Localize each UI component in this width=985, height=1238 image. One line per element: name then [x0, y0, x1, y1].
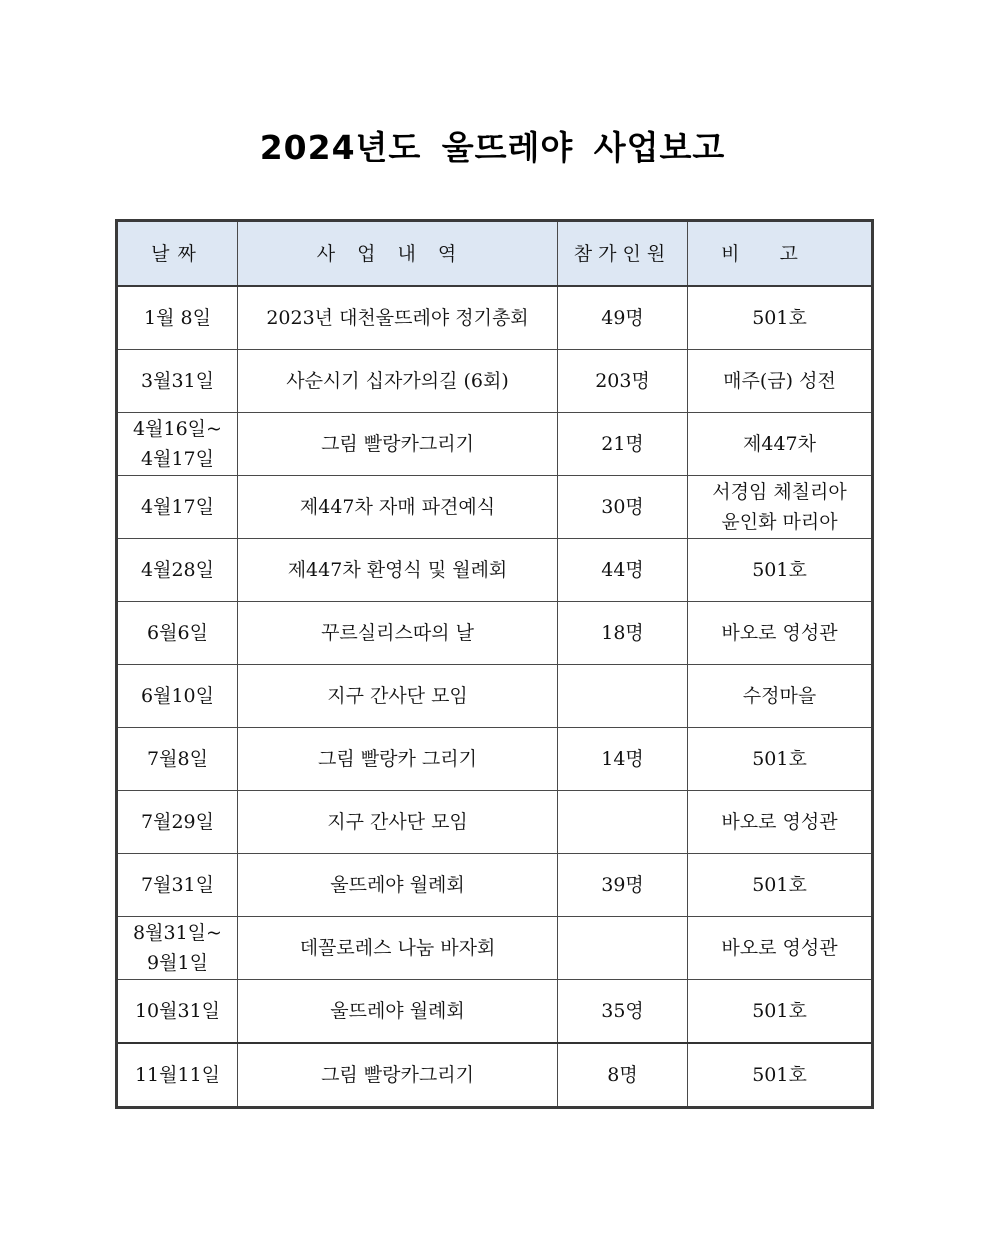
participants-cell: 14명: [558, 728, 688, 791]
date-cell: 1월 8일: [117, 286, 238, 350]
event-cell: 사순시기 십자가의길 (6회): [238, 350, 558, 413]
note-cell: 501호: [688, 1043, 873, 1108]
note-cell: 501호: [688, 728, 873, 791]
date-cell: 4월17일: [117, 476, 238, 539]
event-cell: 그림 빨랑카 그리기: [238, 728, 558, 791]
participants-cell: 8명: [558, 1043, 688, 1108]
event-cell: 데꼴로레스 나눔 바자회: [238, 917, 558, 980]
date-cell: 8월31일~ 9월1일: [117, 917, 238, 980]
table-row: [117, 602, 873, 665]
note-cell: 바오로 영성관: [688, 917, 873, 980]
business-report-table: [115, 219, 874, 1109]
date-cell: 6월6일: [117, 602, 238, 665]
table-row: [117, 917, 873, 980]
participants-cell: 18명: [558, 602, 688, 665]
date-cell: 7월31일: [117, 854, 238, 917]
event-cell: 그림 빨랑카그리기: [238, 413, 558, 476]
note-cell: 매주(금) 성전: [688, 350, 873, 413]
table-row: [117, 413, 873, 476]
note-cell: 501호: [688, 286, 873, 350]
document-title: 2024년도 울뜨레야 사업보고: [259, 128, 726, 167]
participants-cell: 21명: [558, 413, 688, 476]
note-cell: 바오로 영성관: [688, 602, 873, 665]
table-row: [117, 539, 873, 602]
event-cell: 울뜨레야 월례회: [238, 854, 558, 917]
event-cell: 지구 간사단 모임: [238, 665, 558, 728]
date-cell: 7월29일: [117, 791, 238, 854]
note-cell: 501호: [688, 854, 873, 917]
note-cell: 수정마을: [688, 665, 873, 728]
table-row: [117, 980, 873, 1044]
date-cell: 7월8일: [117, 728, 238, 791]
participants-cell: 49명: [558, 286, 688, 350]
column-header-note: 비고: [688, 221, 873, 287]
event-cell: 제447차 환영식 및 월례회: [238, 539, 558, 602]
participants-cell: 44명: [558, 539, 688, 602]
column-header-participants: 참가인원: [558, 221, 688, 287]
table-row: [117, 286, 873, 350]
event-cell: 지구 간사단 모임: [238, 791, 558, 854]
table-row: [117, 665, 873, 728]
note-cell: 501호: [688, 539, 873, 602]
table-row: [117, 854, 873, 917]
table-row: [117, 791, 873, 854]
event-cell: 그림 빨랑카그리기: [238, 1043, 558, 1108]
event-cell: 2023년 대천울뜨레야 정기총회: [238, 286, 558, 350]
event-cell: 꾸르실리스따의 날: [238, 602, 558, 665]
event-cell: 제447차 자매 파견예식: [238, 476, 558, 539]
participants-cell: 30명: [558, 476, 688, 539]
note-cell: 501호: [688, 980, 873, 1044]
date-cell: 4월16일~ 4월17일: [117, 413, 238, 476]
note-cell: 제447차: [688, 413, 873, 476]
participants-cell: 35영: [558, 980, 688, 1044]
table-row: [117, 350, 873, 413]
column-header-date: 날짜: [117, 221, 238, 287]
table-row: [117, 728, 873, 791]
date-cell: 11월11일: [117, 1043, 238, 1108]
event-cell: 울뜨레야 월례회: [238, 980, 558, 1044]
participants-cell: [558, 665, 688, 728]
date-cell: 6월10일: [117, 665, 238, 728]
date-cell: 3월31일: [117, 350, 238, 413]
table-row: [117, 476, 873, 539]
participants-cell: [558, 917, 688, 980]
note-cell: 바오로 영성관: [688, 791, 873, 854]
participants-cell: 39명: [558, 854, 688, 917]
table-row: [117, 1043, 873, 1108]
table-header-row: [117, 221, 873, 287]
participants-cell: 203명: [558, 350, 688, 413]
date-cell: 4월28일: [117, 539, 238, 602]
date-cell: 10월31일: [117, 980, 238, 1044]
column-header-event: 사업내역: [238, 221, 558, 287]
note-cell: 서경임 체칠리아 윤인화 마리아: [688, 476, 873, 539]
participants-cell: [558, 791, 688, 854]
